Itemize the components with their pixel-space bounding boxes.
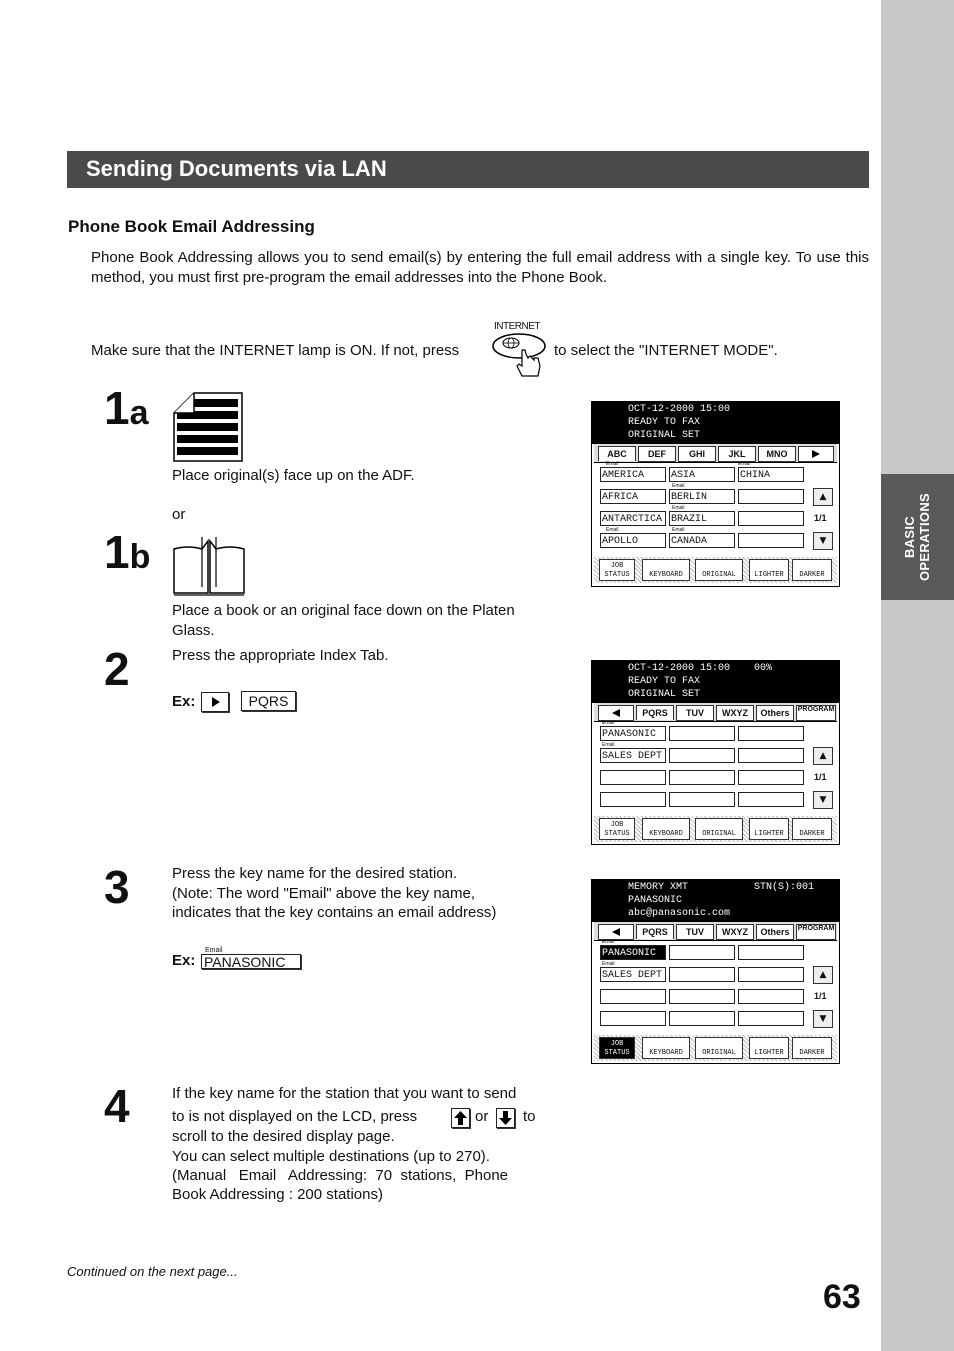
email-tag: Email bbox=[672, 527, 685, 533]
station-key[interactable]: SALES DEPT bbox=[600, 967, 666, 982]
station-key[interactable] bbox=[738, 945, 804, 960]
function-button-row bbox=[594, 557, 837, 583]
station-key[interactable] bbox=[738, 967, 804, 982]
step-3-line1: Press the key name for the desired station. bbox=[172, 865, 458, 882]
email-tag: Email bbox=[602, 720, 615, 726]
job-status-button[interactable] bbox=[599, 1037, 635, 1059]
step-1b-text: Place a book or an original face down on the Platen Glass. bbox=[172, 602, 515, 639]
lighter-button[interactable]: LIGHTER bbox=[749, 1037, 789, 1059]
job-status-line1: JOB bbox=[610, 562, 624, 570]
tab-program[interactable]: PROGRAM bbox=[796, 705, 836, 721]
step-2-ex-label: Ex: bbox=[172, 693, 196, 710]
page-counter: 1/1 bbox=[814, 772, 827, 782]
station-key[interactable] bbox=[669, 1011, 735, 1026]
panasonic-key-example: PANASONIC bbox=[201, 954, 301, 969]
step-2-text: Press the appropriate Index Tab. bbox=[172, 647, 389, 664]
page-counter: 1/1 bbox=[814, 513, 827, 523]
station-key[interactable]: APOLLO bbox=[600, 533, 666, 548]
original-button[interactable]: ORIGINAL bbox=[695, 1037, 743, 1059]
email-tag: Email bbox=[606, 461, 619, 467]
scroll-down-icon[interactable]: ▼ bbox=[813, 791, 833, 809]
lcd-screen-pqrs bbox=[591, 660, 840, 845]
job-status-button[interactable] bbox=[599, 818, 635, 840]
email-tag: Email bbox=[672, 483, 685, 489]
step-4-number: 4 bbox=[104, 1080, 130, 1132]
tab-tuv[interactable]: TUV bbox=[676, 705, 714, 721]
lighter-button[interactable]: LIGHTER bbox=[749, 559, 789, 581]
darker-button[interactable]: DARKER bbox=[792, 1037, 832, 1059]
station-key-selected[interactable]: PANASONIC bbox=[600, 945, 666, 960]
continued-note: Continued on the next page... bbox=[67, 1264, 238, 1279]
sidebar-strip bbox=[881, 0, 954, 1351]
tab-wxyz[interactable]: WXYZ bbox=[716, 924, 754, 940]
internet-instruction-after: to select the "INTERNET MODE". bbox=[554, 342, 778, 359]
station-key[interactable] bbox=[600, 989, 666, 1004]
station-key[interactable] bbox=[738, 533, 804, 548]
step-2-number: 2 bbox=[104, 643, 130, 695]
lcd-status-line: READY TO FAX bbox=[628, 417, 701, 428]
step-4-line6: Book Addressing : 200 stations) bbox=[172, 1186, 383, 1203]
email-tag: Email bbox=[738, 461, 751, 467]
lcd-status-line: abc@panasonic.com bbox=[628, 908, 731, 919]
tab-pqrs[interactable]: PQRS bbox=[636, 924, 674, 939]
email-tag: Email bbox=[602, 742, 615, 748]
adf-document-icon bbox=[172, 391, 244, 463]
station-key[interactable] bbox=[669, 967, 735, 982]
scroll-down-key-icon bbox=[496, 1108, 515, 1128]
step-4-line3: scroll to the desired display page. bbox=[172, 1128, 395, 1145]
pqrs-key-example: PQRS bbox=[241, 691, 296, 711]
lcd-status-area bbox=[592, 402, 839, 444]
scroll-up-key-icon bbox=[451, 1108, 470, 1128]
station-key[interactable]: PANASONIC bbox=[600, 726, 666, 741]
function-button-row bbox=[594, 1035, 837, 1061]
tab-program[interactable]: PROGRAM bbox=[796, 924, 836, 940]
page-counter: 1/1 bbox=[814, 991, 827, 1001]
job-status-button[interactable] bbox=[599, 559, 635, 581]
job-status-line2: STATUS bbox=[604, 830, 630, 838]
keyboard-button[interactable]: KEYBOARD bbox=[642, 1037, 690, 1059]
station-key[interactable] bbox=[738, 792, 804, 807]
lcd-screen-abc bbox=[591, 401, 840, 587]
station-key[interactable] bbox=[738, 770, 804, 785]
tab-pqrs[interactable]: PQRS bbox=[636, 705, 674, 720]
index-tab-row bbox=[594, 444, 837, 463]
scroll-up-icon[interactable]: ▲ bbox=[813, 966, 833, 984]
station-key[interactable] bbox=[738, 489, 804, 504]
tab-tuv[interactable]: TUV bbox=[676, 924, 714, 940]
station-key[interactable]: BRAZIL bbox=[669, 511, 735, 526]
station-key[interactable]: SALES DEPT bbox=[600, 748, 666, 763]
step-1a-number bbox=[104, 384, 149, 433]
tab-wxyz[interactable]: WXYZ bbox=[716, 705, 754, 721]
lcd-status-line: OCT-12-2000 15:00 00% bbox=[628, 663, 773, 674]
tab-mno[interactable]: MNO bbox=[758, 446, 796, 462]
tab-abc[interactable]: ABC bbox=[598, 446, 636, 461]
step-4-line1: If the key name for the station that you want to send bbox=[172, 1085, 517, 1102]
station-key[interactable]: CANADA bbox=[669, 533, 735, 548]
station-key[interactable] bbox=[738, 726, 804, 741]
station-key[interactable]: ASIA bbox=[669, 467, 735, 482]
job-status-line1: JOB bbox=[610, 821, 624, 829]
page-title: Sending Documents via LAN bbox=[86, 156, 387, 181]
step-1a-or: or bbox=[172, 506, 186, 523]
lcd-status-line: OCT-12-2000 15:00 bbox=[628, 404, 731, 415]
station-key[interactable] bbox=[600, 792, 666, 807]
email-tag: Email bbox=[672, 505, 685, 511]
page-number: 63 bbox=[823, 1278, 861, 1316]
step-3-number: 3 bbox=[104, 861, 130, 913]
scroll-up-icon[interactable]: ▲ bbox=[813, 488, 833, 506]
email-tag: Email bbox=[602, 939, 615, 945]
step-3-ex-label: Ex: bbox=[172, 952, 196, 969]
job-status-line1: JOB bbox=[610, 1040, 624, 1048]
step-4-line5: (Manual Email Addressing: 70 stations, Phone bbox=[172, 1167, 509, 1184]
station-key[interactable] bbox=[669, 945, 735, 960]
keyboard-button[interactable]: KEYBOARD bbox=[642, 818, 690, 840]
lcd-status-line: MEMORY XMT STN(S):001 bbox=[628, 882, 815, 893]
section-tab-line1: BASIC bbox=[902, 516, 917, 558]
step-4-line2a: to is not displayed on the LCD, press bbox=[172, 1108, 418, 1125]
lcd-status-area bbox=[592, 880, 839, 922]
step-1a-text: Place original(s) face up on the ADF. bbox=[172, 467, 415, 484]
station-key[interactable] bbox=[669, 989, 735, 1004]
step-3-line3: indicates that the key contains an email address) bbox=[172, 904, 497, 921]
book-icon bbox=[172, 535, 246, 597]
lighter-button[interactable]: LIGHTER bbox=[749, 818, 789, 840]
station-key[interactable]: BERLIN bbox=[669, 489, 735, 504]
original-button[interactable]: ORIGINAL bbox=[695, 818, 743, 840]
job-status-line2: STATUS bbox=[604, 1049, 630, 1057]
right-arrow-key-icon bbox=[201, 692, 229, 712]
internet-instruction-before: Make sure that the INTERNET lamp is ON. If not, press bbox=[91, 342, 460, 359]
station-key[interactable]: AMERICA bbox=[600, 467, 666, 482]
station-key[interactable] bbox=[738, 511, 804, 526]
step-1a-digit: 1 bbox=[104, 382, 130, 434]
index-tab-row bbox=[594, 703, 837, 722]
job-status-line2: STATUS bbox=[604, 571, 630, 579]
index-tab-row bbox=[594, 922, 837, 941]
step-1b-digit: 1 bbox=[104, 526, 130, 578]
tab-jkl[interactable]: JKL bbox=[718, 446, 756, 462]
station-key[interactable] bbox=[738, 1011, 804, 1026]
step-4-line4: You can select multiple destinations (up to 270). bbox=[172, 1148, 490, 1165]
section-subtitle: Phone Book Email Addressing bbox=[68, 217, 315, 236]
tab-others[interactable]: Others bbox=[756, 924, 794, 940]
station-key[interactable] bbox=[669, 748, 735, 763]
lcd-status-line: ORIGINAL SET bbox=[628, 430, 701, 441]
lcd-status-line: ORIGINAL SET bbox=[628, 689, 701, 700]
station-key[interactable]: AFRICA bbox=[600, 489, 666, 504]
lcd-status-area bbox=[592, 661, 839, 703]
darker-button[interactable]: DARKER bbox=[792, 559, 832, 581]
step-1a-letter: a bbox=[129, 394, 149, 432]
step-1b-letter: b bbox=[129, 538, 151, 576]
station-key[interactable]: ANTARCTICA bbox=[600, 511, 666, 526]
tab-others[interactable]: Others bbox=[756, 705, 794, 721]
lcd-status-line: READY TO FAX bbox=[628, 676, 701, 687]
step-4-or: or bbox=[475, 1108, 489, 1125]
section-tab-label bbox=[902, 493, 932, 581]
internet-key-label: INTERNET bbox=[494, 321, 540, 332]
scroll-up-icon[interactable]: ▲ bbox=[813, 747, 833, 765]
step-3-email-tag: Email bbox=[205, 947, 223, 954]
keyboard-button[interactable]: KEYBOARD bbox=[642, 559, 690, 581]
station-key[interactable] bbox=[600, 770, 666, 785]
darker-button[interactable]: DARKER bbox=[792, 818, 832, 840]
scroll-down-icon[interactable]: ▼ bbox=[813, 532, 833, 550]
station-key[interactable]: CHINA bbox=[738, 467, 804, 482]
tab-def[interactable]: DEF bbox=[638, 446, 676, 462]
station-key[interactable] bbox=[600, 1011, 666, 1026]
station-key[interactable] bbox=[669, 792, 735, 807]
next-tab-arrow-icon[interactable] bbox=[798, 446, 834, 462]
station-key[interactable] bbox=[738, 748, 804, 763]
original-button[interactable]: ORIGINAL bbox=[695, 559, 743, 581]
lcd-status-line: PANASONIC bbox=[628, 895, 683, 906]
scroll-down-icon[interactable]: ▼ bbox=[813, 1010, 833, 1028]
function-button-row bbox=[594, 816, 837, 842]
prev-tab-arrow-icon[interactable] bbox=[598, 705, 634, 721]
prev-tab-arrow-icon[interactable] bbox=[598, 924, 634, 940]
station-key[interactable] bbox=[669, 770, 735, 785]
station-key[interactable] bbox=[669, 726, 735, 741]
section-tab-line2: OPERATIONS bbox=[917, 493, 932, 581]
station-key[interactable] bbox=[738, 989, 804, 1004]
lcd-screen-selected bbox=[591, 879, 840, 1064]
step-3-line2: (Note: The word "Email" above the key name, bbox=[172, 885, 476, 902]
step-1b-number bbox=[104, 528, 150, 577]
email-tag: Email bbox=[606, 527, 619, 533]
intro-paragraph: Phone Book Addressing allows you to send email(s) by entering the full email address with a single key. To use this method, you must first pre-program the email addresses into the Phone Book. bbox=[91, 249, 869, 286]
tab-ghi[interactable]: GHI bbox=[678, 446, 716, 462]
step-4-to: to bbox=[523, 1108, 536, 1125]
email-tag: Email bbox=[602, 961, 615, 967]
internet-key-icon bbox=[492, 332, 550, 382]
